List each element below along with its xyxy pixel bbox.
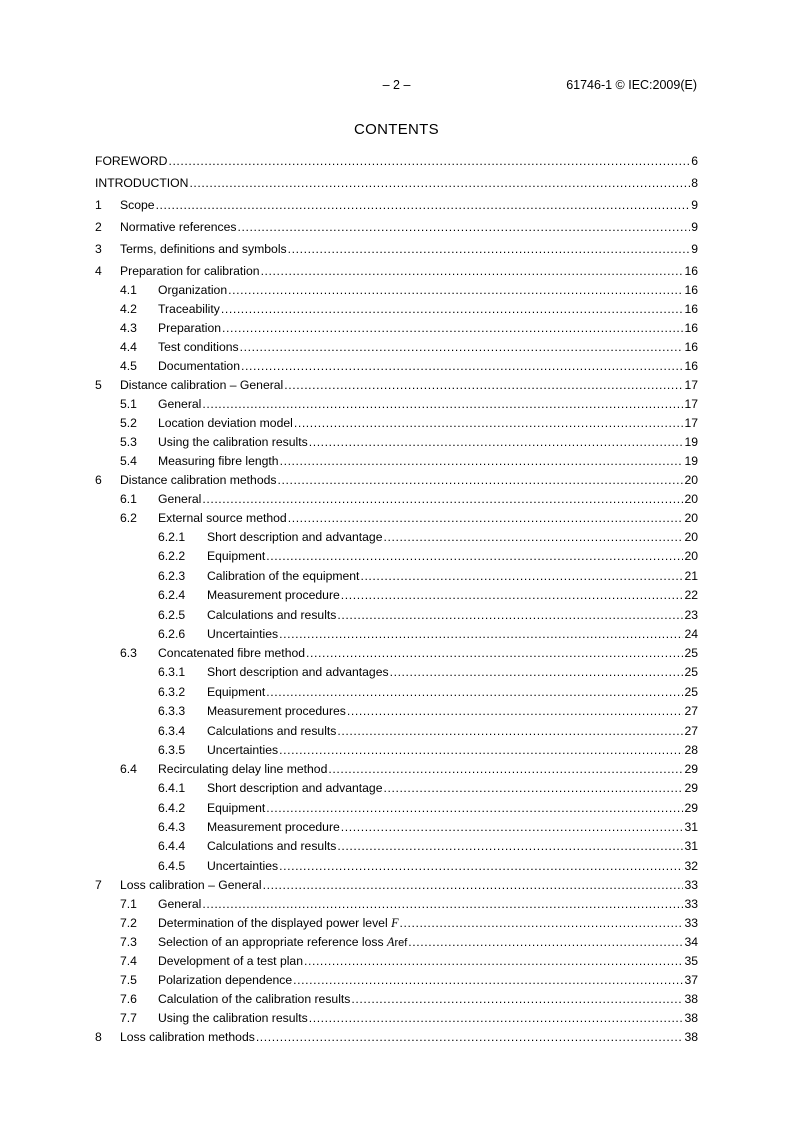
toc-entry-title-text: Determination of the displayed power level	[158, 916, 388, 931]
toc-entry-title-text: Normative references	[120, 220, 237, 234]
toc-entry-number: 6.4	[120, 762, 137, 777]
toc-entry-number: 6.2	[120, 511, 137, 525]
toc-entry-title	[120, 196, 155, 215]
toc-entry-title-text: Calculations and results	[207, 839, 337, 854]
toc-entry-title	[158, 319, 221, 338]
toc-entry-page: 38	[684, 1030, 698, 1045]
toc-entry[interactable]	[95, 218, 698, 237]
dot-leader	[288, 509, 684, 528]
toc-entry-page: 23	[684, 607, 698, 622]
toc-entry[interactable]	[95, 876, 698, 895]
toc-entry-title-text: Measuring fibre length	[158, 454, 279, 468]
toc-entry[interactable]	[95, 799, 698, 818]
dot-leader	[261, 262, 684, 281]
toc-entry-title	[158, 990, 350, 1009]
dot-leader	[337, 606, 683, 625]
toc-entry-title-text: Short description and advantage	[207, 530, 383, 544]
toc-entry-title	[158, 933, 407, 952]
toc-entry-page: 17	[684, 397, 698, 411]
toc-entry-page: 33	[684, 916, 698, 931]
toc-entry-title-text: Calibration of the equipment	[207, 568, 360, 583]
toc-entry-number: 2	[95, 220, 102, 234]
toc-entry-number: 7	[95, 878, 102, 893]
toc-entry-page: 9	[691, 242, 698, 256]
toc-entry-number: 6.2.4	[158, 588, 186, 603]
toc-entry-title	[120, 1028, 255, 1047]
toc-entry[interactable]	[95, 376, 698, 395]
toc-entry-page: 20	[684, 530, 698, 544]
toc-entry[interactable]	[95, 262, 698, 281]
toc-entry-title-text: Terms, definitions and symbols	[120, 242, 287, 256]
toc-entry-page: 6	[691, 154, 698, 168]
toc-entry-page: 8	[691, 176, 698, 190]
toc-entry-page: 20	[684, 492, 698, 506]
toc-entry-title	[207, 857, 278, 876]
toc-entry-number: 6.3.5	[158, 742, 186, 757]
toc-entry-number: 6.4.2	[158, 800, 186, 815]
toc-entry-title-text: Equipment	[207, 684, 266, 699]
dot-leader	[341, 586, 684, 605]
toc-entry-number: 1	[95, 198, 102, 212]
toc-entry[interactable]	[95, 741, 698, 760]
dot-leader	[156, 196, 691, 215]
toc-entry-title	[158, 452, 279, 471]
toc-entry-title	[120, 471, 277, 490]
toc-entry-title-text: General	[158, 492, 202, 506]
toc-entry-title	[207, 741, 278, 760]
toc-entry-title-text: Uncertainties	[207, 742, 279, 757]
toc-entry[interactable]	[95, 547, 698, 566]
toc-entry-title-text: Measurement procedure	[207, 588, 340, 603]
toc-entry-title-text: Scope	[120, 198, 155, 212]
toc-entry-page: 19	[684, 454, 698, 468]
toc-entry[interactable]	[95, 174, 698, 193]
toc-entry[interactable]	[95, 857, 698, 876]
toc-entry-title-text: Recirculating delay line method	[158, 762, 328, 777]
toc-entry[interactable]	[95, 240, 698, 259]
toc-entry-title-text: Distance calibration methods	[120, 473, 277, 487]
toc-entry-number: 6.2.3	[158, 568, 186, 583]
toc-entry-title	[207, 567, 359, 586]
toc-entry-page: 27	[684, 723, 698, 738]
toc-entry-page: 33	[684, 897, 698, 912]
toc-entry-number: 5.4	[120, 454, 137, 468]
toc-entry-title	[158, 395, 201, 414]
toc-entry-title-text: General	[158, 397, 202, 411]
toc-entry-title	[158, 914, 399, 933]
toc-entry-title	[158, 490, 201, 509]
toc-entry-title-text: Distance calibration – General	[120, 378, 284, 392]
toc-entry-title	[158, 300, 220, 319]
toc-entry-page: 16	[684, 283, 698, 297]
toc-entry-title	[207, 702, 346, 721]
dot-leader	[241, 357, 683, 376]
contents-title: CONTENTS	[354, 121, 439, 138]
toc-entry[interactable]	[95, 1009, 698, 1028]
toc-entry[interactable]	[95, 281, 698, 300]
toc-entry-number: 7.7	[120, 1011, 137, 1026]
toc-entry-title-text: Short description and advantage	[207, 781, 383, 796]
toc-entry-title-text: Equipment	[207, 800, 266, 815]
toc-entry[interactable]	[95, 952, 698, 971]
toc-entry[interactable]	[95, 152, 698, 171]
toc-entry-page: 25	[684, 646, 698, 661]
toc-entry-page: 22	[684, 588, 698, 603]
toc-entry-title	[158, 644, 305, 663]
table-of-contents	[95, 152, 698, 1047]
toc-entry-title-text: Short description and advantages	[207, 665, 389, 680]
toc-entry-page: 25	[684, 665, 698, 680]
toc-entry-title-text: Calculations and results	[207, 607, 337, 622]
toc-entry[interactable]	[95, 644, 698, 663]
toc-entry-title-text: Equipment	[207, 549, 266, 564]
dot-leader	[266, 799, 683, 818]
toc-entry-title	[158, 509, 287, 528]
toc-entry-title	[207, 683, 265, 702]
toc-entry-title-text: INTRODUCTION	[95, 176, 189, 190]
dot-leader	[408, 933, 683, 952]
dot-leader	[168, 152, 690, 171]
toc-entry-title	[158, 971, 292, 990]
toc-entry-title-text: Loss calibration methods	[120, 1030, 255, 1045]
dot-leader	[341, 818, 684, 837]
dot-leader	[266, 547, 683, 566]
dot-leader	[280, 452, 684, 471]
toc-entry-title-text: Measurement procedure	[207, 820, 340, 835]
toc-entry-symbol: F	[391, 916, 399, 931]
toc-entry-number: 7.5	[120, 973, 137, 988]
toc-entry[interactable]	[95, 196, 698, 215]
toc-entry-title	[207, 722, 336, 741]
toc-entry[interactable]	[95, 663, 698, 682]
toc-entry-title	[207, 818, 340, 837]
toc-entry[interactable]	[95, 395, 698, 414]
toc-entry-title	[120, 240, 287, 259]
toc-entry-number: 5.1	[120, 397, 137, 411]
toc-entry-title	[158, 895, 201, 914]
toc-entry[interactable]	[95, 319, 698, 338]
toc-entry[interactable]	[95, 414, 698, 433]
toc-entry[interactable]	[95, 722, 698, 741]
toc-entry-title-text: Uncertainties	[207, 626, 279, 641]
dot-leader	[309, 1009, 684, 1028]
toc-entry-title	[207, 547, 265, 566]
toc-entry-page: 17	[684, 378, 698, 392]
toc-entry-title-text: Uncertainties	[207, 858, 279, 873]
toc-entry-title-text: Calculations and results	[207, 723, 337, 738]
dot-leader	[278, 471, 684, 490]
toc-entry-title	[120, 876, 262, 895]
dot-leader	[293, 971, 683, 990]
toc-entry-title	[158, 1009, 308, 1028]
toc-entry[interactable]	[95, 567, 698, 586]
toc-entry-number: 7.4	[120, 954, 137, 969]
toc-entry[interactable]	[95, 971, 698, 990]
toc-entry-number: 7.3	[120, 935, 137, 950]
toc-entry-title-text: General	[158, 897, 202, 912]
toc-entry-title-text: Location deviation model	[158, 416, 293, 430]
dot-leader	[279, 741, 683, 760]
toc-entry-page: 20	[684, 473, 698, 487]
toc-entry-page: 35	[684, 954, 698, 969]
dot-leader	[221, 300, 684, 319]
toc-entry-title	[158, 338, 239, 357]
toc-entry-page: 29	[684, 781, 698, 796]
toc-entry[interactable]	[95, 528, 698, 547]
toc-entry[interactable]	[95, 837, 698, 856]
toc-entry-page: 21	[684, 568, 698, 583]
toc-entry-page: 19	[684, 435, 698, 449]
toc-entry-number: 6.3.4	[158, 723, 186, 738]
toc-entry-page: 9	[691, 198, 698, 212]
toc-entry-title-text: Loss calibration – General	[120, 878, 262, 893]
toc-entry-title	[120, 218, 237, 237]
document-reference: 61746-1 © IEC:2009(E)	[566, 78, 697, 92]
toc-entry-page: 37	[684, 973, 698, 988]
dot-leader	[306, 644, 683, 663]
toc-entry-number: 5.3	[120, 435, 137, 449]
toc-entry-page: 29	[684, 762, 698, 777]
dot-leader	[309, 433, 684, 452]
toc-entry-number: 6.4.4	[158, 839, 186, 854]
toc-entry-title	[207, 528, 383, 547]
toc-entry[interactable]	[95, 760, 698, 779]
toc-entry-number: 7.6	[120, 992, 137, 1007]
toc-entry-title-text: Documentation	[158, 359, 240, 373]
toc-entry-symbol-subscript: ref	[394, 937, 408, 950]
toc-entry-number: 7.1	[120, 897, 137, 912]
toc-entry-title	[120, 262, 260, 281]
dot-leader	[202, 490, 683, 509]
toc-entry-number: 6.4.5	[158, 858, 186, 873]
toc-entry[interactable]	[95, 357, 698, 376]
toc-entry-number: 4	[95, 264, 102, 278]
toc-entry-page: 38	[684, 992, 698, 1007]
toc-entry-title-text: Preparation	[158, 321, 222, 335]
toc-entry-title	[158, 760, 327, 779]
dot-leader	[351, 990, 683, 1009]
toc-entry-title	[207, 606, 336, 625]
toc-entry-number: 6.4.1	[158, 781, 186, 796]
toc-entry-page: 28	[684, 742, 698, 757]
dot-leader	[284, 376, 683, 395]
toc-entry-title	[207, 837, 336, 856]
toc-entry-page: 33	[684, 878, 698, 893]
toc-entry-page: 27	[684, 704, 698, 719]
dot-leader	[384, 528, 684, 547]
toc-entry-page: 20	[684, 511, 698, 525]
toc-entry-number: 6.2.1	[158, 530, 186, 544]
toc-entry-number: 6.2.6	[158, 626, 186, 641]
toc-entry-title-text: Organization	[158, 283, 228, 297]
toc-entry-number: 6	[95, 473, 102, 487]
toc-entry-title	[158, 952, 303, 971]
toc-entry-title-text: Development of a test plan	[158, 954, 303, 969]
dot-leader	[189, 174, 690, 193]
toc-entry[interactable]	[95, 433, 698, 452]
toc-entry-title-text: Polarization dependence	[158, 973, 293, 988]
toc-entry-page: 32	[684, 858, 698, 873]
toc-entry[interactable]	[95, 586, 698, 605]
toc-entry-title	[95, 174, 188, 193]
dot-leader	[288, 240, 691, 259]
toc-entry-number: 3	[95, 242, 102, 256]
dot-leader	[337, 722, 683, 741]
dot-leader	[263, 876, 684, 895]
toc-entry[interactable]	[95, 990, 698, 1009]
dot-leader	[384, 779, 684, 798]
toc-entry-title	[158, 281, 227, 300]
dot-leader	[228, 281, 683, 300]
toc-entry-page: 9	[691, 220, 698, 234]
toc-entry-number: 8	[95, 1030, 102, 1045]
toc-entry-page: 31	[684, 839, 698, 854]
toc-entry-title	[207, 779, 383, 798]
toc-entry[interactable]	[95, 300, 698, 319]
dot-leader	[400, 914, 684, 933]
toc-entry[interactable]	[95, 471, 698, 490]
dot-leader	[202, 895, 683, 914]
dot-leader	[328, 760, 683, 779]
dot-leader	[337, 837, 683, 856]
toc-entry-page: 38	[684, 1011, 698, 1026]
toc-entry-title-text: Calculation of the calibration results	[158, 992, 351, 1007]
dot-leader	[238, 218, 691, 237]
toc-entry[interactable]	[95, 818, 698, 837]
dot-leader	[222, 319, 683, 338]
toc-entry-symbol: A	[387, 935, 395, 950]
toc-entry-title	[207, 586, 340, 605]
toc-entry[interactable]	[95, 338, 698, 357]
toc-entry-page: 34	[684, 935, 698, 950]
toc-entry-title	[120, 376, 283, 395]
toc-entry-page: 25	[684, 684, 698, 699]
toc-entry[interactable]	[95, 683, 698, 702]
toc-entry[interactable]	[95, 895, 698, 914]
dot-leader	[347, 702, 684, 721]
toc-entry-title-text: Traceability	[158, 302, 220, 316]
toc-entry-title-text: Preparation for calibration	[120, 264, 260, 278]
toc-entry-number: 4.4	[120, 340, 137, 354]
toc-entry-page: 16	[684, 302, 698, 316]
toc-entry-title-text: FOREWORD	[95, 154, 168, 168]
toc-entry-number: 4.5	[120, 359, 137, 373]
toc-entry-number: 6.3.3	[158, 704, 186, 719]
toc-entry-number: 6.4.3	[158, 820, 186, 835]
toc-entry-number: 5	[95, 378, 102, 392]
toc-entry-title	[95, 152, 167, 171]
toc-entry-page: 20	[684, 549, 698, 564]
toc-entry-title	[158, 357, 240, 376]
toc-entry-page: 24	[684, 626, 698, 641]
toc-entry-number: 4.2	[120, 302, 137, 316]
toc-entry-page: 29	[684, 800, 698, 815]
toc-entry-number: 6.3.1	[158, 665, 186, 680]
toc-entry[interactable]	[95, 1028, 698, 1047]
toc-entry-title-text: Concatenated fibre method	[158, 646, 306, 661]
toc-entry-title	[158, 433, 308, 452]
toc-entry-number: 5.2	[120, 416, 137, 430]
dot-leader	[279, 625, 683, 644]
toc-entry[interactable]	[95, 452, 698, 471]
toc-entry[interactable]	[95, 779, 698, 798]
toc-entry-page: 16	[684, 321, 698, 335]
dot-leader	[240, 338, 684, 357]
dot-leader	[304, 952, 683, 971]
toc-entry-title	[207, 663, 389, 682]
toc-entry[interactable]	[95, 509, 698, 528]
toc-entry-title-text: Using the calibration results	[158, 435, 308, 449]
toc-entry[interactable]	[95, 606, 698, 625]
toc-entry-number: 7.2	[120, 916, 137, 931]
dot-leader	[279, 857, 683, 876]
toc-entry-page: 16	[684, 359, 698, 373]
toc-entry-title	[207, 799, 265, 818]
toc-entry-number: 4.1	[120, 283, 137, 297]
toc-entry-number: 6.3	[120, 646, 137, 661]
toc-entry-title	[158, 414, 293, 433]
toc-entry-title-text: Using the calibration results	[158, 1011, 308, 1026]
toc-entry[interactable]	[95, 490, 698, 509]
toc-entry-number: 6.2.2	[158, 549, 186, 564]
toc-entry-title	[207, 625, 278, 644]
toc-entry-number: 4.3	[120, 321, 137, 335]
toc-entry-page: 16	[684, 340, 698, 354]
toc-entry-number: 6.1	[120, 492, 137, 506]
toc-entry-number: 6.2.5	[158, 607, 186, 622]
toc-entry[interactable]	[95, 933, 698, 952]
toc-entry-page: 17	[684, 416, 698, 430]
dot-leader	[390, 663, 684, 682]
toc-entry-number: 6.3.2	[158, 684, 186, 699]
toc-entry[interactable]	[95, 625, 698, 644]
page-number: – 2 –	[382, 78, 411, 92]
toc-entry-title-text: External source method	[158, 511, 287, 525]
dot-leader	[202, 395, 683, 414]
dot-leader	[360, 567, 683, 586]
toc-entry[interactable]	[95, 702, 698, 721]
toc-entry[interactable]	[95, 914, 698, 933]
dot-leader	[266, 683, 683, 702]
toc-entry-title-text: Selection of an appropriate reference loss	[158, 935, 384, 950]
toc-entry-title-text: Measurement procedures	[207, 704, 346, 719]
toc-entry-page: 31	[684, 820, 698, 835]
toc-entry-title-text: Test conditions	[158, 340, 239, 354]
dot-leader	[294, 414, 684, 433]
dot-leader	[256, 1028, 684, 1047]
toc-entry-page: 16	[684, 264, 698, 278]
